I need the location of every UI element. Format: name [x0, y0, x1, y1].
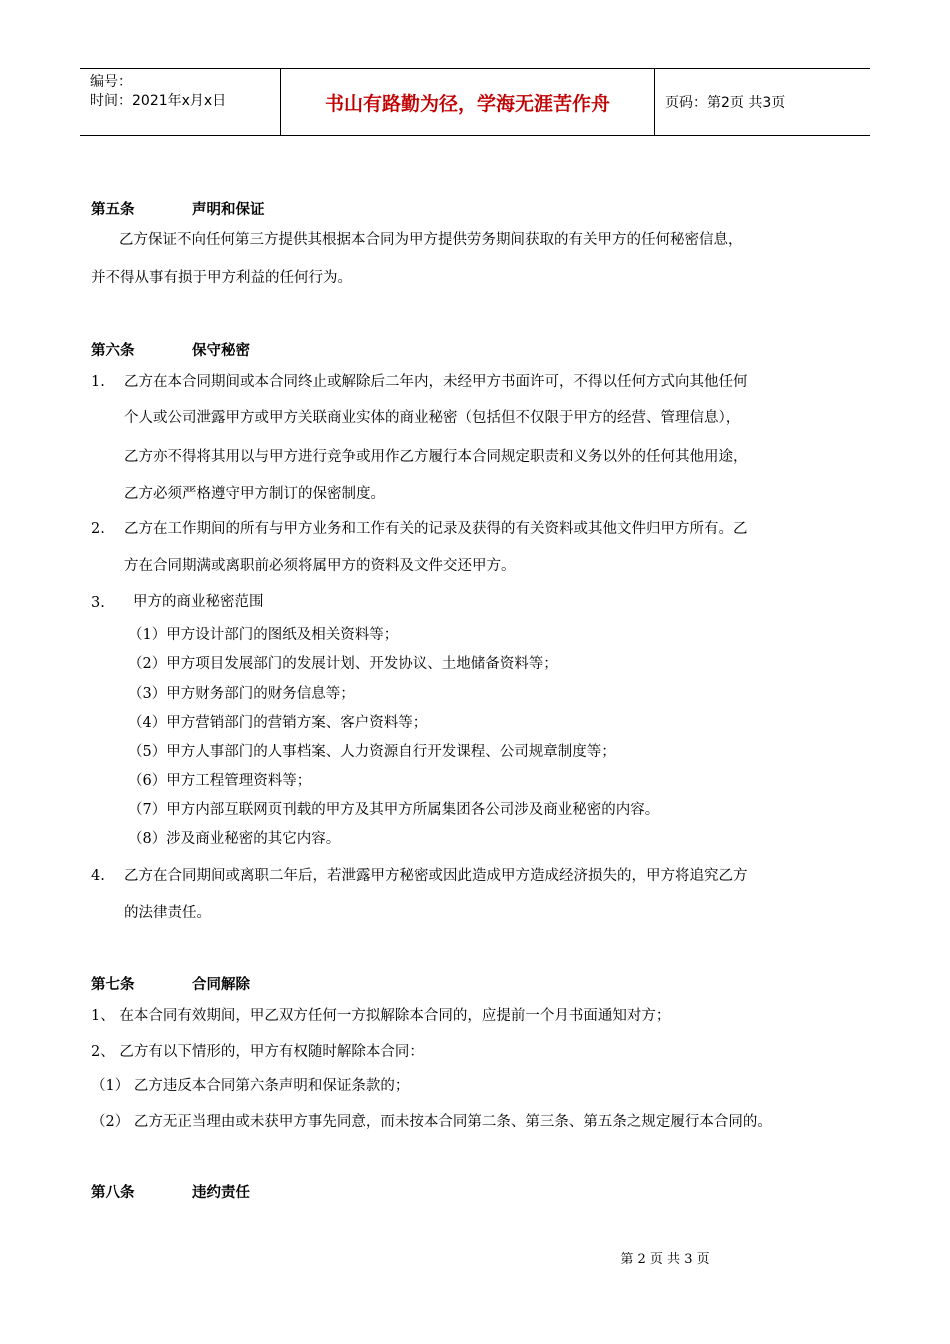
list-item: （8）涉及商业秘密的其它内容。 [128, 831, 341, 847]
code-label: 编号： [90, 74, 132, 90]
paragraph-line: 乙方在工作期间的所有与甲方业务和工作有关的记录及获得的有关资料或其他文件归甲方所有。乙 [124, 521, 748, 537]
item-number: 2. [91, 521, 105, 537]
item-number: 3. [91, 595, 105, 611]
section-number: 第六条 [91, 342, 135, 359]
item-number: 4. [91, 868, 105, 884]
header-motto: 书山有路勤为径，学海无涯苦作舟 [281, 69, 655, 135]
list-item: （5）甲方人事部门的人事档案、人力资源自行开发课程、公司规章制度等； [128, 744, 616, 760]
paragraph-line: 方在合同期满或离职前必须将属甲方的资料及文件交还甲方。 [124, 558, 516, 574]
paragraph-line: 乙方在本合同期间或本合同终止或解除后二年内，未经甲方书面许可，不得以任何方式向其他任何 [124, 374, 748, 390]
list-item: （4）甲方营销部门的营销方案、客户资料等； [128, 715, 428, 731]
section-title: 违约责任 [192, 1184, 250, 1201]
paragraph-line: （2） 乙方无正当理由或未获甲方事先同意，而未按本合同第二条、第三条、第五条之规定履行本合同的。 [91, 1114, 772, 1130]
paragraph-line: 1、 在本合同有效期间，甲乙双方任何一方拟解除本合同的，应提前一个月书面通知对方； [91, 1008, 671, 1024]
section-heading-6 [91, 339, 250, 360]
section-heading-7 [91, 973, 250, 994]
list-item: （6）甲方工程管理资料等； [128, 773, 312, 789]
paragraph-line: 乙方在合同期间或离职二年后，若泄露甲方秘密或因此造成甲方造成经济损失的，甲方将追究乙方 [124, 868, 748, 884]
section-heading-8 [91, 1181, 250, 1202]
section-number: 第八条 [91, 1184, 135, 1201]
paragraph-line: 乙方保证不向任何第三方提供其根据本合同为甲方提供劳务期间获取的有关甲方的任何秘密信息， [119, 232, 743, 248]
page-footer [0, 1248, 950, 1267]
section-number: 第七条 [91, 976, 135, 993]
paragraph-line: 并不得从事有损于甲方利益的任何行为。 [91, 270, 352, 286]
paragraph-line: 个人或公司泄露甲方或甲方关联商业实体的商业秘密（包括但不仅限于甲方的经营、管理信息）， [124, 410, 741, 426]
paragraph-line: 乙方亦不得将其用以与甲方进行竞争或用作乙方履行本合同规定职责和义务以外的任何其他用途， [124, 449, 748, 465]
section-heading-5 [91, 198, 265, 219]
paragraph-line: 甲方的商业秘密范围 [133, 594, 264, 610]
section-title: 保守秘密 [192, 342, 250, 359]
paragraph-line: 的法律责任。 [124, 905, 211, 921]
date-label: 时间：2021年x月x日 [90, 93, 227, 109]
footer-page-number: 第 2 页 共 3 页 [620, 1252, 710, 1267]
header-page-label: 页码：第2页 共3页 [665, 95, 786, 111]
item-number: 1. [91, 374, 105, 390]
paragraph-line: 2、 乙方有以下情形的，甲方有权随时解除本合同： [91, 1044, 424, 1060]
section-number: 第五条 [91, 201, 135, 218]
paragraph-line: （1） 乙方违反本合同第六条声明和保证条款的； [91, 1078, 410, 1094]
list-item: （1）甲方设计部门的图纸及相关资料等； [128, 627, 399, 643]
list-item: （2）甲方项目发展部门的发展计划、开发协议、土地储备资料等； [128, 656, 558, 672]
list-item: （3）甲方财务部门的财务信息等； [128, 686, 355, 702]
header-meta [80, 69, 281, 135]
page-header [80, 68, 870, 136]
section-title: 声明和保证 [192, 201, 265, 218]
section-title: 合同解除 [192, 976, 250, 993]
list-item: （7）甲方内部互联网页刊载的甲方及其甲方所属集团各公司涉及商业秘密的内容。 [128, 802, 660, 818]
paragraph-line: 乙方必须严格遵守甲方制订的保密制度。 [124, 486, 385, 502]
